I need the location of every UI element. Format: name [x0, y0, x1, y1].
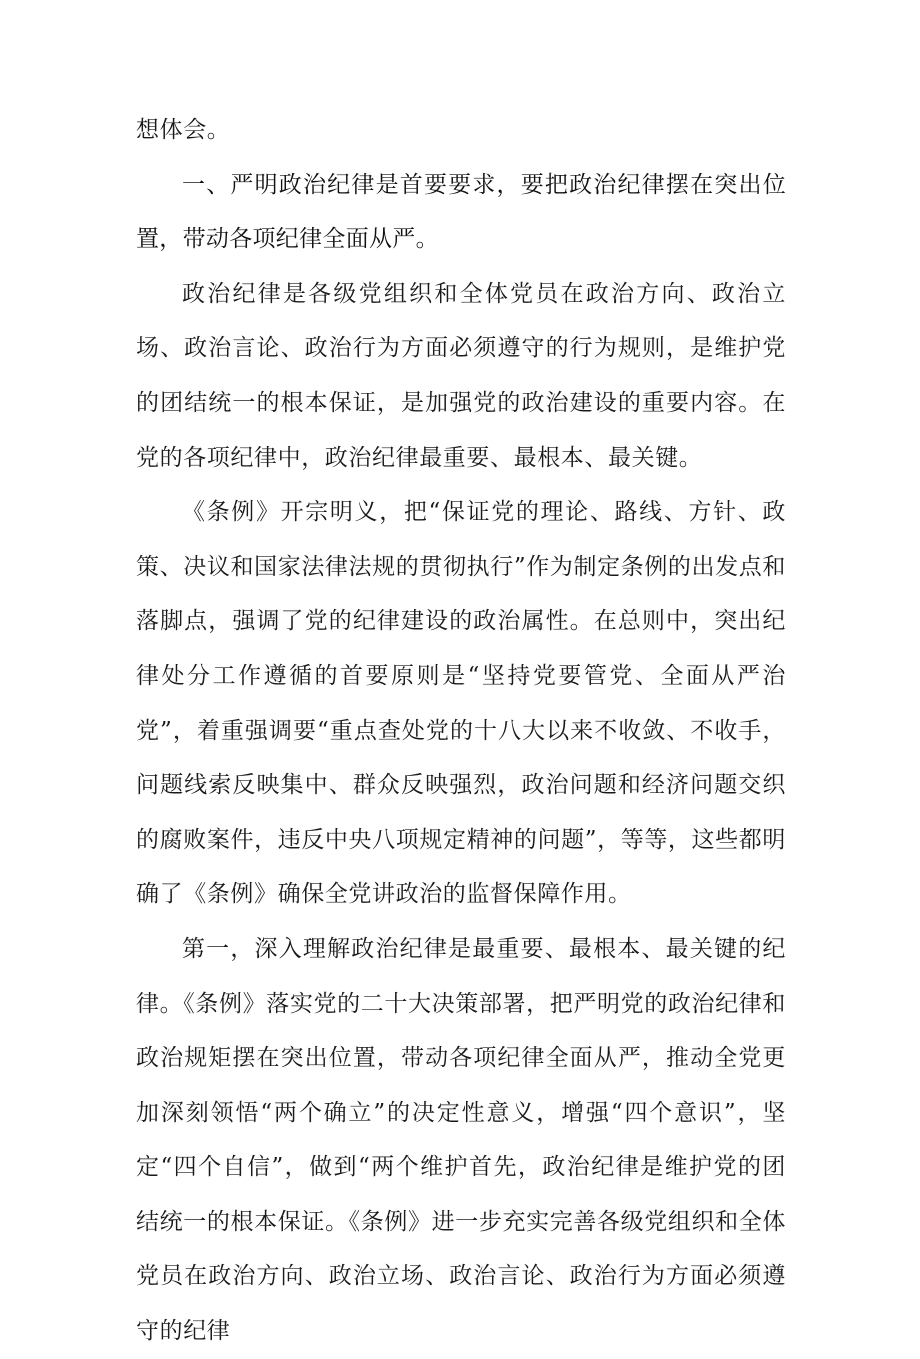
paragraph: 第一，深入理解政治纪律是最重要、最根本、最关键的纪律。《条例》落实党的二十大决策部署，把严明党的政治纪律和政治规矩摆在突出位置，带动各项纪律全面从严，推动全党更加深刻领悟“两个确立”的决定性意义，增强“四个意识”，坚定“四个自信”，做到“两个维护首先，政治纪律是维护党的团结统一的根本保证。《条例》进一步充实完善各级党组织和全体党员在政治方向、政治立场、政治言论、政治行为方面必须遵守的纪律 — [136, 935, 786, 1345]
paragraph: 《条例》开宗明义，把“保证党的理论、路线、方针、政策、决议和国家法律法规的贯彻执行”作为制定条例的出发点和落脚点，强调了党的纪律建设的政治属性。在总则中，突出纪律处分工作遵循的首要原则是“坚持党要管党、全面从严治党”，着重强调要“重点查处党的十八大以来不收敛、不收手，问题线索反映集中、群众反映强烈，政治问题和经济问题交织的腐败案件，违反中央八项规定精神的问题”，等等，这些都明确了《条例》确保全党讲政治的监督保障作用。 — [136, 499, 786, 908]
paragraph-continuation: 想体会。 — [136, 117, 231, 143]
paragraph: 政治纪律是各级党组织和全体党员在政治方向、政治立场、政治言论、政治行为方面必须遵守的行为规则，是维护党的团结统一的根本保证，是加强党的政治建设的重要内容。在党的各项纪律中，政治纪律最重要、最根本、最关键。 — [136, 280, 786, 471]
section-heading: 一、严明政治纪律是首要要求，要把政治纪律摆在突出位置，带动各项纪律全面从严。 — [136, 171, 786, 253]
document-body — [136, 103, 786, 1359]
